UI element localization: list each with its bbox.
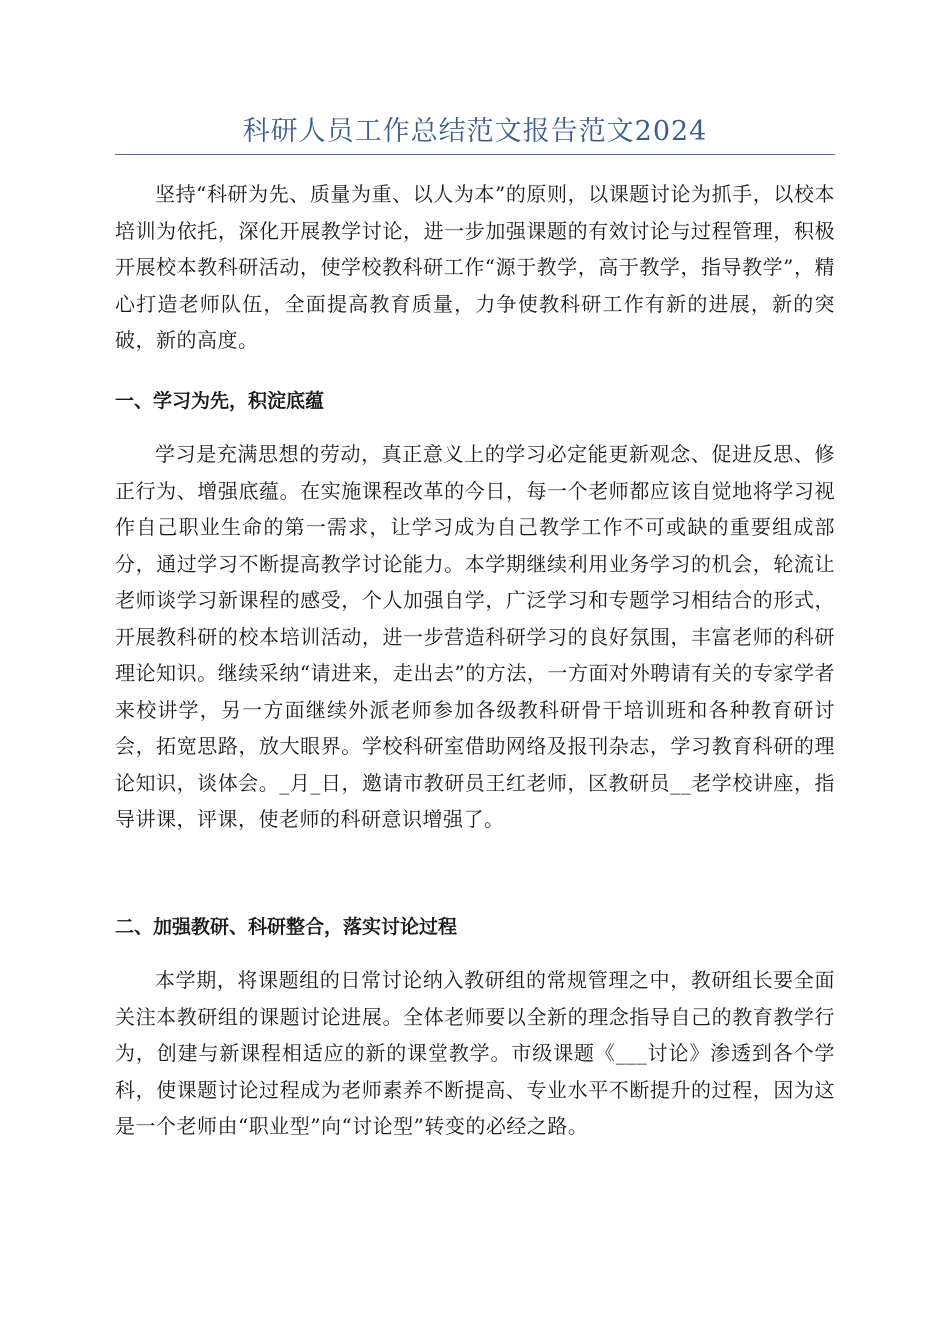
section-paragraph-2: 本学期，将课题组的日常讨论纳入教研组的常规管理之中，教研组长要全面关注本教研组的课题讨论进展。全体老师要以全新的理念指导自己的教育教学行为，创建与新课程相适应的新的课堂教学。市级课题《___讨论》渗透到各个学科，使课题讨论过程成为老师素养不断提高、专业水平不断提升的过程，因为这是一个老师由“职业型”向“讨论型”转变的必经之路。 — [115, 968, 835, 1138]
section-heading-1: 一、学习为先，积淀底蕴 — [115, 390, 325, 412]
document-title: 科研人员工作总结范文报告范文2024 — [242, 116, 708, 147]
section-heading-2: 二、加强教研、科研整合，落实讨论过程 — [115, 916, 458, 938]
title-underline — [115, 154, 835, 155]
intro-paragraph: 坚持“科研为先、质量为重、以人为本”的原则，以课题讨论为抓手，以校本培训为依托，深化开展教学讨论，进一步加强课题的有效讨论与过程管理，积极开展校本教科研活动，使学校教科研工作“源于教学，高于教学，指导教学”，精心打造老师队伍，全面提高教育质量，力争使教科研工作有新的进展，新的突破，新的高度。 — [115, 182, 835, 352]
section-paragraph-1: 学习是充满思想的劳动，真正意义上的学习必定能更新观念、促进反思、修正行为、增强底蕴。在实施课程改革的今日，每一个老师都应该自觉地将学习视作自己职业生命的第一需求，让学习成为自己教学工作不可或缺的重要组成部分，通过学习不断提高教学讨论能力。本学期继续利用业务学习的机会，轮流让老师谈学习新课程的感受，个人加强自学，广泛学习和专题学习相结合的形式，开展教科研的校本培训活动，进一步营造科研学习的良好氛围，丰富老师的科研理论知识。继续采纳“请进来，走出去”的方法，一方面对外聘请有关的专家学者来校讲学，另一方面继续外派老师参加各级教科研骨干培训班和各种教育研讨会，拓宽思路，放大眼界。学校科研室借助网络及报刊杂志，学习教育科研的理论知识，谈体会。_月_日，邀请市教研员王红老师，区教研员__老学校讲座，指导讲课，评课，使老师的科研意识增强了。 — [115, 442, 835, 831]
